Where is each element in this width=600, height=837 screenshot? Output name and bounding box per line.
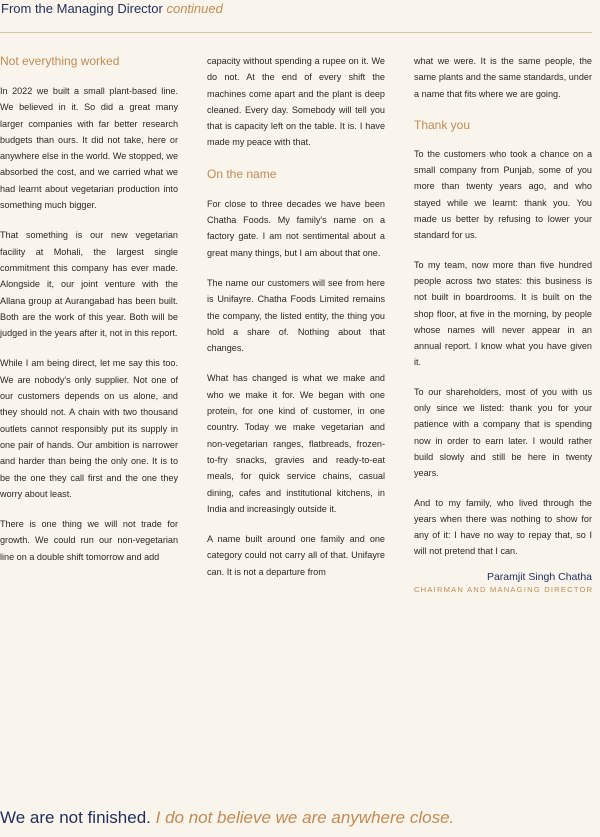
paragraph: To our shareholders, most of you with us only since we listed: thank you for your patience with a company that is spending now in order to earn later. I would rather build slowly and still be here in twenty years. bbox=[414, 386, 592, 479]
paragraph-continued: capacity without spending a rupee on it. We do not. At the end of every shift the machines come apart and the plant is deep cleaned. Every day. Somebody will tell you that is capacity left on the table. It is. I have made my peace with that. bbox=[207, 56, 385, 148]
paragraph: The name our customers will see from here is Unifayre. Chatha Foods Limited remains the company, the listed entity, the thing you hold a share of. Nothing about that changes. bbox=[207, 277, 385, 354]
continued-label: continued bbox=[166, 1, 223, 16]
header-divider bbox=[0, 32, 592, 33]
closing-statement bbox=[0, 808, 600, 828]
closing-tagline: I do not believe we are anywhere close. bbox=[155, 808, 455, 827]
section-heading-thank-you: Thank you bbox=[414, 117, 471, 132]
column-not-everything-worked bbox=[0, 53, 178, 565]
column-thank-you bbox=[414, 53, 592, 596]
closing-statement-text: We are not finished. bbox=[0, 808, 151, 827]
paragraph: In 2022 we built a small plant-based line. We believed in it. So did a great many larger companies with far better research budgets than ours. It did not take, here or anywhere else in the world. We stopped, we absorbed the cost, and we carried what we had learnt about vegetarian production into something much bigger. bbox=[0, 86, 178, 211]
page-title bbox=[1, 1, 223, 16]
paragraph: And to my family, who lived through the years when there was nothing to show for any of it: I have no way to repay that, so I will not pretend that I can. bbox=[414, 497, 592, 557]
paragraph: What has changed is what we make and who we make it for. We began with one protein, for one kind of customer, in one country. Today we make vegetarian and non-vegetarian ranges, flatbreads, frozen-to-fry snacks, gravies and ready-to-eat meals, for quick service chains, casual dining, cafes and institutional kitchens, in India and increasingly outside it. bbox=[207, 373, 385, 514]
paragraph: To the customers who took a chance on a small company from Punjab, some of you more than twenty years ago, and who stayed while we learnt: thank you. You made us better by refusing to lower your standard for us. bbox=[414, 148, 592, 241]
signatory-name: Paramjit Singh Chatha bbox=[486, 570, 592, 583]
column-on-the-name bbox=[207, 53, 385, 580]
page-header bbox=[0, 0, 600, 33]
paragraph: There is one thing we will not trade for growth. We could run our non-vegetarian line on a double shift tomorrow and add bbox=[0, 519, 178, 562]
section-heading-not-everything-worked: Not everything worked bbox=[0, 54, 120, 68]
paragraph: A name built around one family and one category could not carry all of that. Unifayre can. It is not a departure from bbox=[207, 534, 385, 577]
paragraph-continued: what we were. It is the same people, the same plants and the same standards, under a name that fits where we are going. bbox=[414, 56, 592, 99]
signature-block bbox=[414, 570, 592, 596]
paragraph: While I am being direct, let me say this too. We are nobody's only supplier. Not one of our customers depends on us alone, and they should not. A chain with two thousand outlets cannot responsibly put its supply in one pair of hands. Our ambition is narrower and harder than being the only one. It is to be the one they call first and the one they worry about least. bbox=[0, 358, 178, 499]
page-title-text: From the Managing Director bbox=[1, 1, 163, 16]
paragraph: That something is our new vegetarian facility at Mohali, the largest single commitment this company has ever made. Alongside it, our joint venture with the Allana group at Aurangabad has been built. Both are the work of this year. Both will be judged in the years after it, not in this report. bbox=[0, 230, 178, 339]
signatory-role: CHAIRMAN AND MANAGING DIRECTOR bbox=[414, 584, 594, 594]
paragraph: For close to three decades we have been Chatha Foods. My family's name on a factory gate. I am not sentimental about a great many things, but I am about that one. bbox=[207, 198, 385, 258]
section-heading-on-the-name: On the name bbox=[207, 166, 277, 181]
paragraph: To my team, now more than five hundred people across two states: this business is not built in boardrooms. It is built on the shop floor, at five in the morning, by people whose names will never appear in an annual report. I know what you have given it. bbox=[414, 259, 592, 368]
